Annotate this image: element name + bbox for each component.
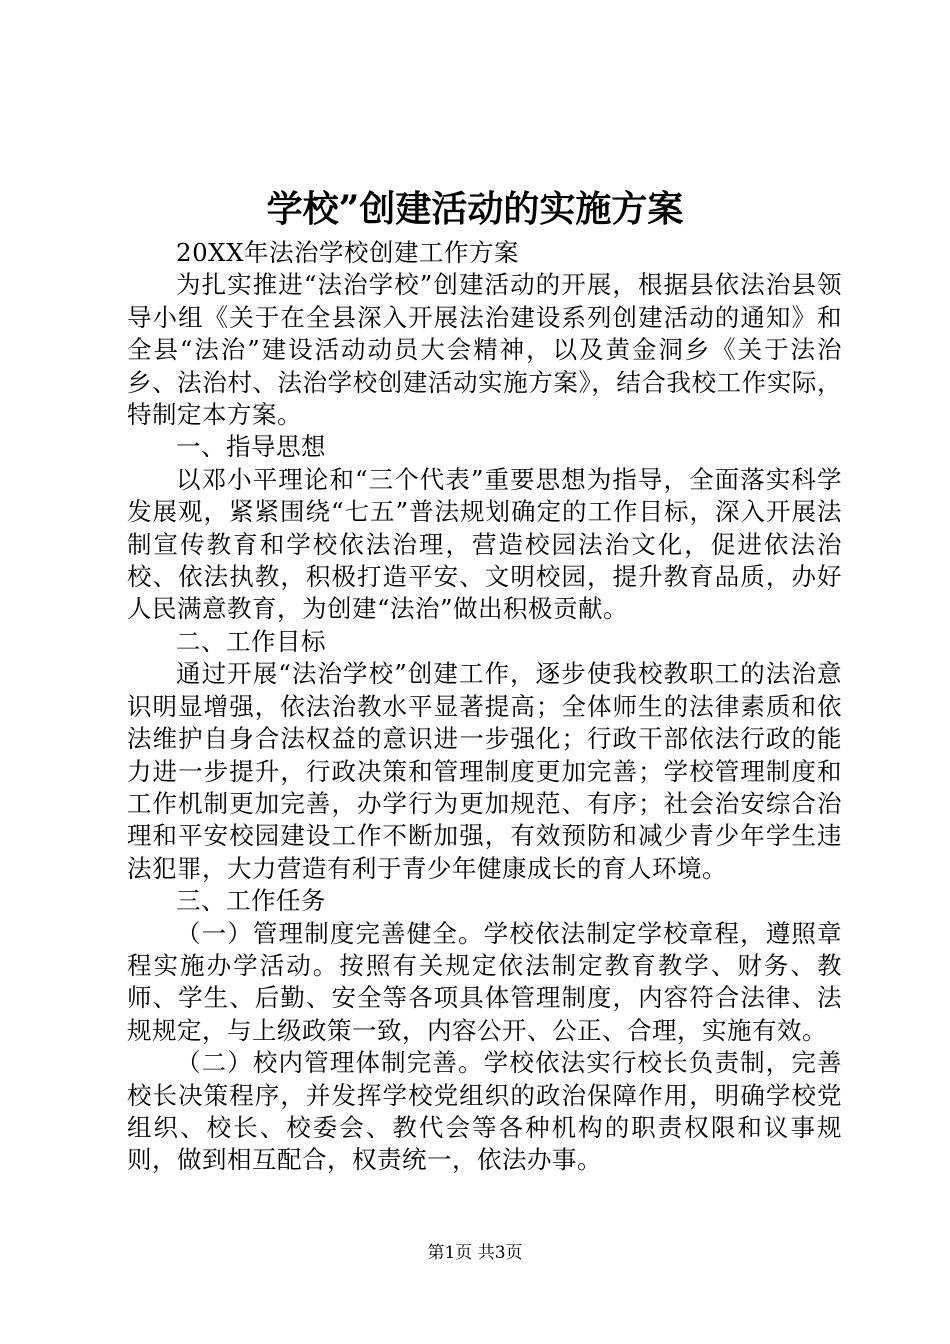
section-heading-work-tasks: 三、工作任务 xyxy=(176,886,326,916)
section-heading-guiding-ideology: 一、指导思想 xyxy=(176,432,326,462)
section-body-guiding-ideology: 以邓小平理论和“三个代表”重要思想为指导，全面落实科学发展观，紧紧围绕“七五”普法规划确定的工作目标，深入开展法制宣传教育和学校依法治理，营造校园法治文化，促进依法治校、依法执教，积极打造平安、文明校园，提升教育品质，办好人民满意教育，为创建“法治”做出积极贡献。 xyxy=(127,464,842,624)
task-paragraph-1: （一）管理制度完善健全。学校依法制定学校章程，遵照章程实施办学活动。按照有关规定依法制定教育教学、财务、教师、学生、后勤、安全等各项具体管理制度，内容符合法律、法规规定，与上级政策一致，内容公开、公正、合理，实施有效。 xyxy=(127,918,842,1045)
document-body xyxy=(127,237,842,1177)
document-subtitle: 20XX年法治学校创建工作方案 xyxy=(176,238,520,267)
task-paragraph-2: （二）校内管理体制完善。学校依法实行校长负责制，完善校长决策程序，并发挥学校党组织的政治保障作用，明确学校党组织、校长、校委会、教代会等各种机构的职责权限和议事规则，做到相互配合，权责统一，依法办事。 xyxy=(127,1048,842,1175)
document-title: 学校”创建活动的实施方案 xyxy=(266,188,684,230)
section-heading-work-goals: 二、工作目标 xyxy=(176,626,326,656)
section-body-work-goals: 通过开展“法治学校”创建工作，逐步使我校教职工的法治意识明显增强，依法治教水平显著提高；全体师生的法律素质和依法维护自身合法权益的意识进一步强化；行政干部依法行政的能力进一步提升，行政决策和管理制度更加完善；学校管理制度和工作机制更加完善，办学行为更加规范、有序；社会治安综合治理和平安校园建设工作不断加强，有效预防和减少青少年学生违法犯罪，大力营造有利于青少年健康成长的育人环境。 xyxy=(127,659,842,883)
page-footer: 第1页 共3页 xyxy=(427,1243,523,1263)
intro-paragraph: 为扎实推进“法治学校”创建活动的开展，根据县依法治县领导小组《关于在全县深入开展法治建设系列创建活动的通知》和全县“法治”建设活动动员大会精神，以及黄金洞乡《关于法治乡、法治村、法治学校创建活动实施方案》，结合我校工作实际，特制定本方案。 xyxy=(127,270,842,430)
